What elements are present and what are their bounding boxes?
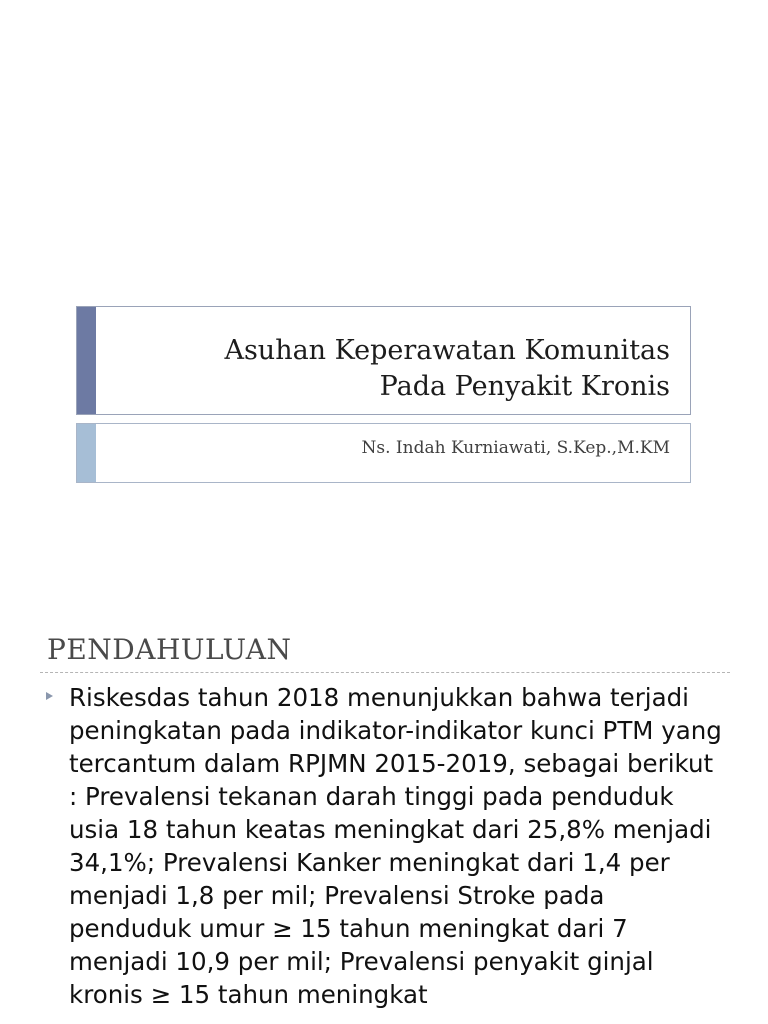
author-name: Ns. Indah Kurniawati, S.Kep.,M.KM (361, 438, 670, 458)
bullet-text: Riskesdas tahun 2018 menunjukkan bahwa terjadi peningkatan pada indikator-indikator kunci PTM yang tercantum dalam RPJMN 2015-2019, sebagai berikut : Prevalensi tekanan darah tinggi pada penduduk usia 18 tahun keatas meningkat dari 25,8% menjadi 34,1%; Prevalensi Kanker meningkat dari 1,4 per menjadi 1,8 per mil; Prevalensi Stroke pada penduduk umur ≥ 15 tahun meningkat dari 7 menjadi 10,9 per mil; Prevalensi penyakit ginjal kronis ≥ 15 tahun meningkat (69, 683, 722, 1009)
subtitle-box (76, 423, 691, 483)
subtitle-accent-bar (77, 424, 96, 482)
content-slide (0, 576, 768, 1024)
heading-divider (40, 672, 730, 673)
bullet-marker-icon (46, 692, 53, 700)
title-accent-bar (77, 307, 96, 414)
slide-title-line-2: Pada Penyakit Kronis (379, 371, 670, 402)
section-heading: PENDAHULUAN (47, 633, 292, 666)
slide-title (130, 333, 670, 405)
slide-title-line-1: Asuhan Keperawatan Komunitas (224, 335, 670, 366)
title-box (76, 306, 691, 415)
